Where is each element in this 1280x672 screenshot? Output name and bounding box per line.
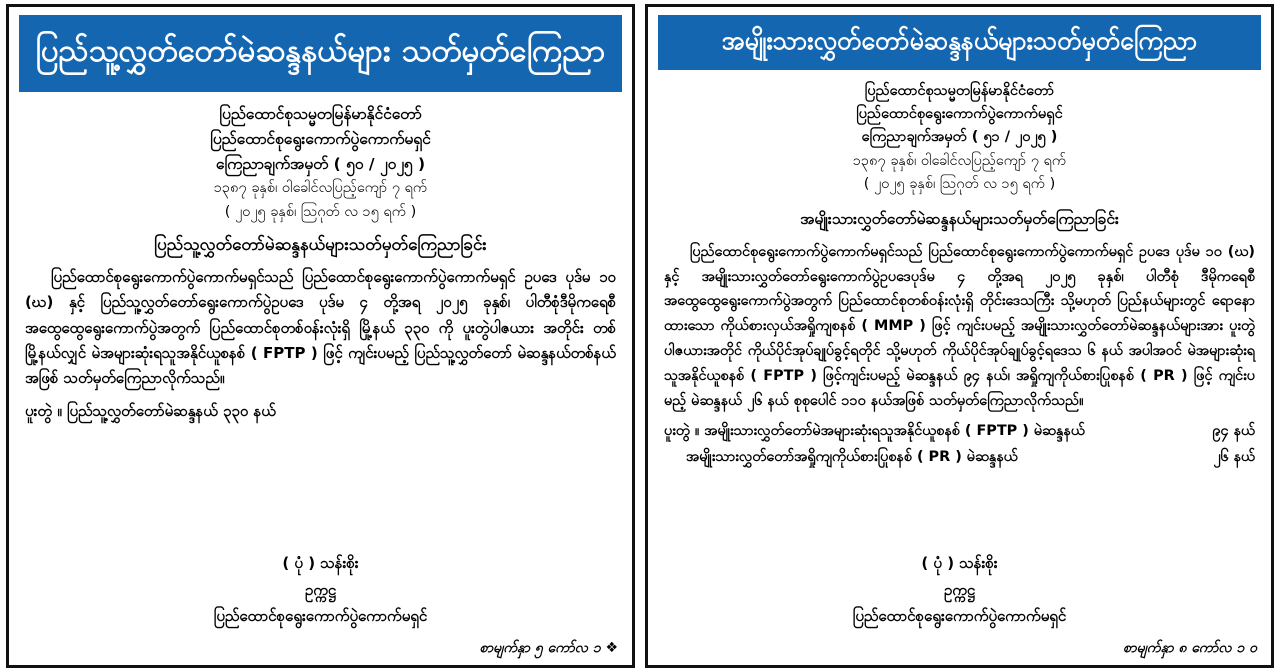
right-org-line2: ပြည်ထောင်စုရွေးကောက်ပွဲကောက်မရှင် [856, 105, 1063, 122]
left-org-line1: ပြည်ထောင်စုသမ္မတမြန်မာနိုင်ငံတော် [219, 104, 422, 123]
left-signature-title: ဥက္ကဋ္ဌ [304, 580, 337, 599]
left-body [9, 92, 632, 425]
left-date-gregorian: ( ၂၀၂၅ ခုနှစ်၊ ဩဂုတ် လ ၁၅ ရက် ) [224, 203, 417, 220]
right-notice-number: ကြေညာချက်အမှတ် ( ၅၁ / ၂၀၂၅ ) [861, 129, 1058, 146]
right-footer-reference: စာမျက်နှာ ၈ ကော်လ ၁ ဝ [1123, 640, 1257, 656]
right-summary-value-pr: ၂၆ နယ် [1213, 449, 1255, 466]
right-signature-block [648, 550, 1271, 629]
right-summary-row-pr [664, 445, 1255, 471]
right-banner-title: အမျိုးသားလွှတ်တော်မဲဆန္ဒနယ်များသတ်မှတ်ကြေညာ [658, 15, 1261, 70]
left-signature-block [9, 550, 632, 629]
left-footer-reference: စာမျက်နှာ ၅ ကော်လ ၁ ❖ [479, 640, 618, 656]
announcement-card-left [6, 4, 635, 668]
right-signature-title: ဥက္ကဋ္ဌ [943, 580, 976, 599]
left-signature-name: ( ပုံ ) သန်းစိုး [282, 554, 359, 573]
right-summary-value-fptp: ၉၄ နယ် [1212, 423, 1255, 440]
left-paragraph: ပြည်ထောင်စုရွေးကောက်ပွဲကောက်မရှင်သည် ပြည်ထောင်စုရွေးကောက်ပွဲကောက်မရှင် ဥပဒေ ပုဒ်မ ၁၀ (ဃ) နှင့် ပြည်သူ့လွှတ်တော်ရွေးကောက်ပွဲဥပဒေ ပုဒ်မ ၄ တို့အရ ၂၀၂၅ ခုနှစ်၊ ပါတီစုံဒီမိုကရေစီအထွေထွေရွေးကောက်ပွဲအတွက် ပြည်ထောင်စုတစ်ဝန်းလုံးရှိ မြို့နယ် ၃၃၀ ကို ပူးတွဲပါဇယား အတိုင်း တစ်မြို့နယ်လျှင် မဲအများဆုံးရသူအနိုင်ယူစနစ် ( FPTP ) ဖြင့် ကျင်းပမည့် ပြည်သူ့လွှတ်တော် မဲဆန္ဒနယ်တစ်နယ်အဖြစ် သတ်မှတ်ကြေညာလိုက်သည်။ [25, 268, 616, 387]
left-org-line2: ပြည်ထောင်စုရွေးကောက်ပွဲကောက်မရှင် [210, 130, 431, 149]
left-summary: ပူးတွဲ ။ ပြည်သူ့လွှတ်တော်မဲဆန္ဒနယ် ၃၃၀ နယ် [25, 402, 276, 421]
right-heading: အမျိုးသားလွှတ်တော်မဲဆန္ဒနယ်များသတ်မှတ်ကြေညာခြင်း [800, 209, 1119, 228]
right-signature-org: ပြည်ထောင်စုရွေးကောက်ပွဲကောက်မရှင် [852, 606, 1067, 625]
right-summary-label-pr: အမျိုးသားလွှတ်တော်အရှိုကျကိုယ်စားပြုစနစ် ( PR ) မဲဆန္ဒနယ် [686, 449, 1018, 466]
left-signature-org: ပြည်ထောင်စုရွေးကောက်ပွဲကောက်မရှင် [213, 606, 428, 625]
left-notice-number: ကြေညာချက်အမှတ် ( ၅၀ / ၂၀၂၅ ) [215, 155, 426, 174]
left-heading: ပြည်သူ့လွှတ်တော်မဲဆန္ဒနယ်များသတ်မှတ်ကြေညာခြင်း [154, 235, 487, 256]
left-banner-title: ပြည်သူ့လွှတ်တော်မဲဆန္ဒနယ်များ သတ်မှတ်ကြေညာ [19, 15, 622, 92]
right-summary-row-fptp [664, 419, 1255, 445]
right-date-myanmar: ၁၃၈၇ ခုနှစ်၊ ဝါခေါင်လပြည့်ကျော် ၇ ရက် [852, 152, 1067, 169]
left-date-myanmar: ၁၃၈၇ ခုနှစ်၊ ဝါခေါင်လပြည့်ကျော် ၇ ရက် [213, 180, 428, 197]
right-summary-table [664, 419, 1255, 471]
announcement-card-right [645, 4, 1274, 668]
right-summary-label-fptp: ပူးတွဲ ။ အမျိုးသားလွှတ်တော်မဲအများဆုံးရသူအနိုင်ယူစနစ် ( FPTP ) မဲဆန္ဒနယ် [664, 423, 1085, 440]
right-signature-name: ( ပုံ ) သန်းစိုး [921, 554, 998, 573]
right-date-gregorian: ( ၂၀၂၅ ခုနှစ်၊ ဩဂုတ် လ ၁၅ ရက် ) [863, 176, 1056, 193]
right-body [648, 70, 1271, 472]
right-paragraph: ပြည်ထောင်စုရွေးကောက်ပွဲကောက်မရှင်သည် ပြည်ထောင်စုရွေးကောက်ပွဲကောက်မရှင် ဥပဒေ ပုဒ်မ ၁၀ (ဃ) နှင့် အမျိုးသားလွှတ်တော်ရွေးကောက်ပွဲဥပဒေပုဒ်မ ၄ တို့အရ ၂၀၂၅ ခုနှစ်၊ ပါတီစုံ ဒီမိုကရေစီအထွေထွေရွေးကောက်ပွဲအတွက် ပြည်ထောင်စုတစ်ဝန်းလုံးရှိ တိုင်းဒေသကြီး သို့မဟုတ် ပြည်နယ်များတွင် ရောနောထားသော ကိုယ်စားလှယ်အရှိုကျစနစ် ( MMP ) ဖြင့် ကျင်းပမည့် အမျိုးသားလွှတ်တော်မဲဆန္ဒနယ်များအား ပူးတွဲပါဇယားအတိုင် ကိုယ်ပိုင်အုပ်ချုပ်ခွင့်ရတိုင် သို့မဟုတ် ကိုယ်ပိုင်အုပ်ချုပ်ခွင့်ရဒေသ ၆ နယ် အပါအဝင် မဲအများဆုံးရသူအနိုင်ယူစနစ် ( FPTP ) ဖြင့်ကျင်းပမည့် မဲဆန္ဒနယ် ၉၄ နယ်၊ အရှိုကျကိုယ်စားပြုစနစ် ( PR ) ဖြင့် ကျင်းပမည့် မဲဆန္ဒနယ် ၂၆ နယ် စုစုပေါင် ၁၁၀ နယ်အဖြစ် သတ်မှတ်ကြေညာလိုက်သည်။ [664, 243, 1255, 409]
right-org-line1: ပြည်ထောင်စုသမ္မတမြန်မာနိုင်ငံတော် [864, 82, 1055, 99]
